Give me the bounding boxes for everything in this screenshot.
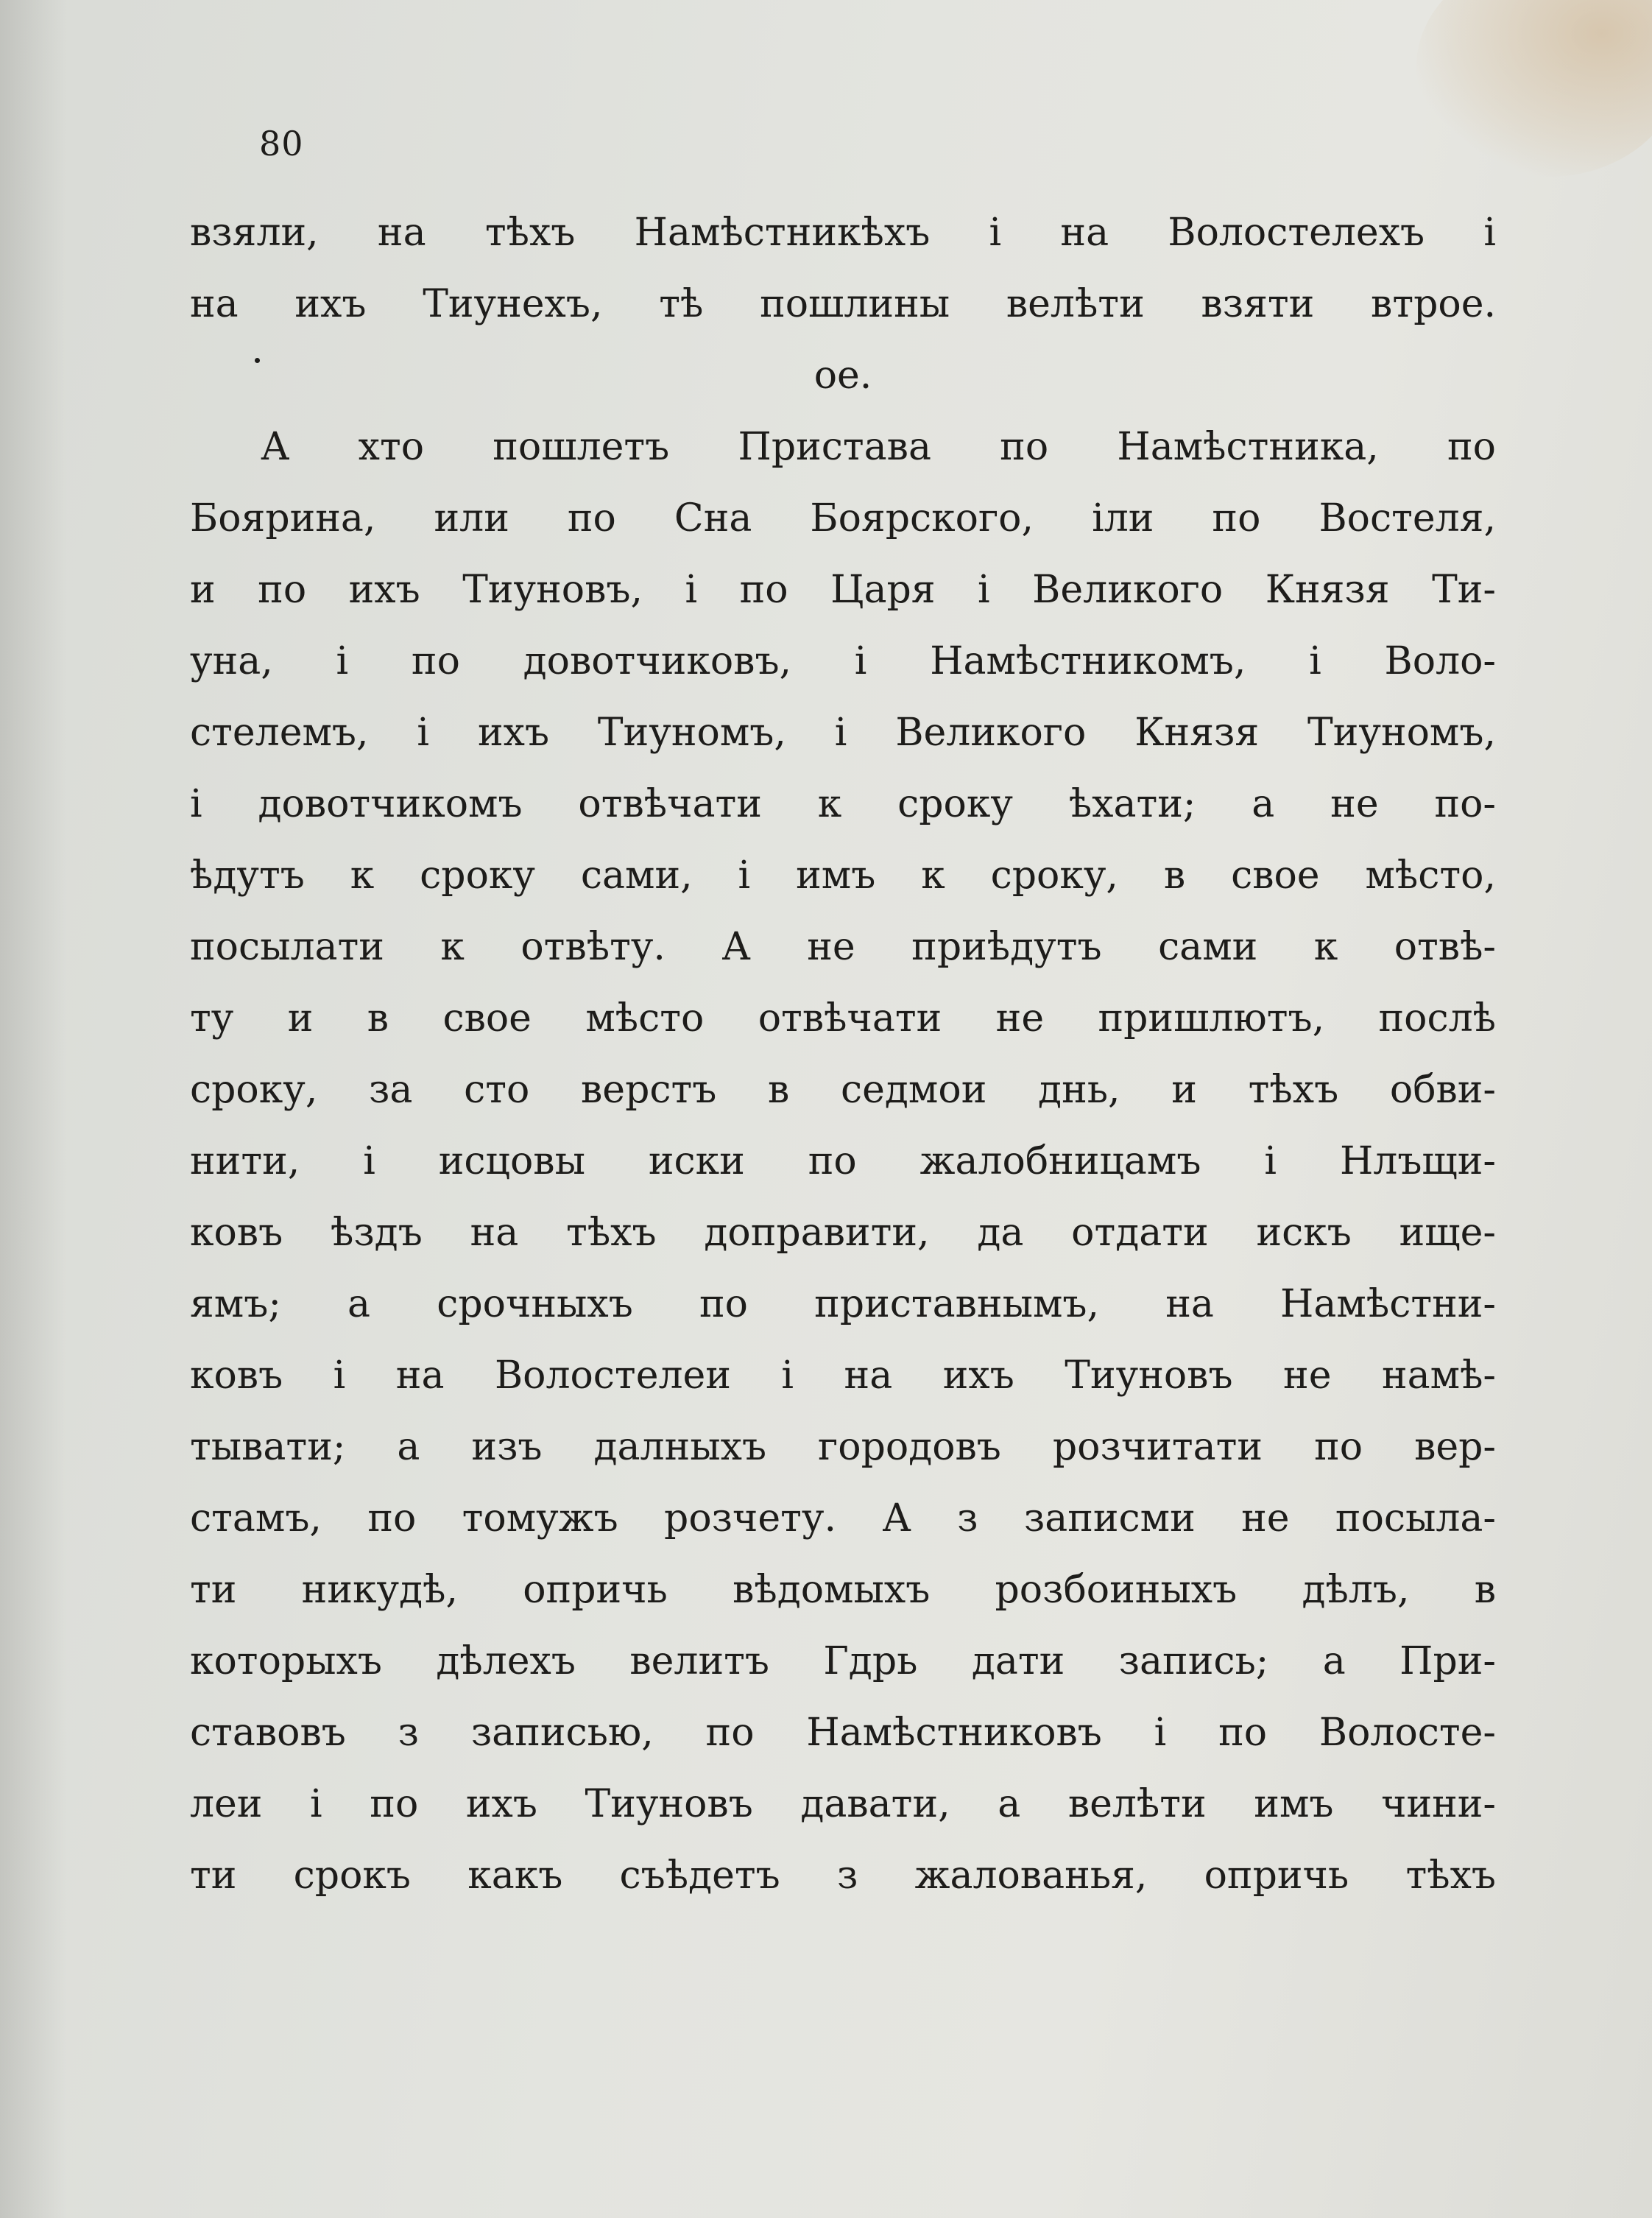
text-line: леи і по ихъ Тиуновъ давати, а велѣти имъ чини- — [190, 1782, 1496, 1826]
text-line: ое. — [813, 353, 872, 398]
text-line: стелемъ, і ихъ Тиуномъ, і Великого Князя Тиуномъ, — [190, 711, 1496, 755]
text-line: ковъ і на Волостелеи і на ихъ Тиуновъ не намѣ- — [190, 1353, 1496, 1398]
text-line: сроку, за сто верстъ в седмои днь, и тѣхъ обви- — [190, 1068, 1496, 1112]
text-line: которыхъ дѣлехъ велитъ Гдрь дати запись; а При- — [190, 1639, 1496, 1683]
text-line: нити, і исцовы иски по жалобницамъ і Нлъщи- — [190, 1139, 1496, 1183]
text-line: взяли, на тѣхъ Намѣстникѣхъ і на Волостелехъ і — [190, 211, 1496, 255]
text-line: ти срокъ какъ съѣдетъ з жалованья, опричь тѣхъ — [190, 1853, 1496, 1898]
page-number: 80 — [259, 124, 304, 163]
body-text — [190, 197, 1496, 1912]
text-line: ти никудѣ, опричь вѣдомыхъ розбоиныхъ дѣлъ, в — [190, 1568, 1496, 1612]
text-line: ѣдутъ к сроку сами, і имъ к сроку, в свое мѣсто, — [190, 853, 1496, 898]
text-line: ямъ; а срочныхъ по приставнымъ, на Намѣстни- — [190, 1282, 1496, 1326]
text-line: ставовъ з записью, по Намѣстниковъ і по Волосте- — [190, 1711, 1496, 1755]
text-line: ту и в свое мѣсто отвѣчати не пришлютъ, послѣ — [190, 996, 1496, 1041]
text-line: А хто пошлетъ Пристава по Намѣстника, по — [261, 425, 1496, 469]
text-line: посылати к отвѣту. А не приѣдутъ сами к отвѣ- — [190, 925, 1496, 969]
text-line: і довотчикомъ отвѣчати к сроку ѣхати; а не по- — [190, 782, 1496, 826]
paper-stain — [1416, 0, 1652, 177]
text-line: ковъ ѣздъ на тѣхъ доправити, да отдати искъ ище- — [190, 1211, 1496, 1255]
text-line: уна, і по довотчиковъ, і Намѣстникомъ, і Воло- — [190, 639, 1496, 683]
text-line: стамъ, по томужъ розчету. А з записми не посыла- — [190, 1496, 1496, 1541]
text-line: на ихъ Тиунехъ, тѣ пошлины велѣти взяти втрое. — [190, 282, 1496, 326]
page-gutter-shadow — [0, 0, 66, 2218]
text-line: Боярина, или по Сна Боярского, іли по Востеля, — [190, 496, 1496, 541]
text-line: тывати; а изъ далныхъ городовъ розчитати по вер- — [190, 1425, 1496, 1469]
text-line: и по ихъ Тиуновъ, і по Царя і Великого Князя Ти- — [190, 568, 1496, 612]
